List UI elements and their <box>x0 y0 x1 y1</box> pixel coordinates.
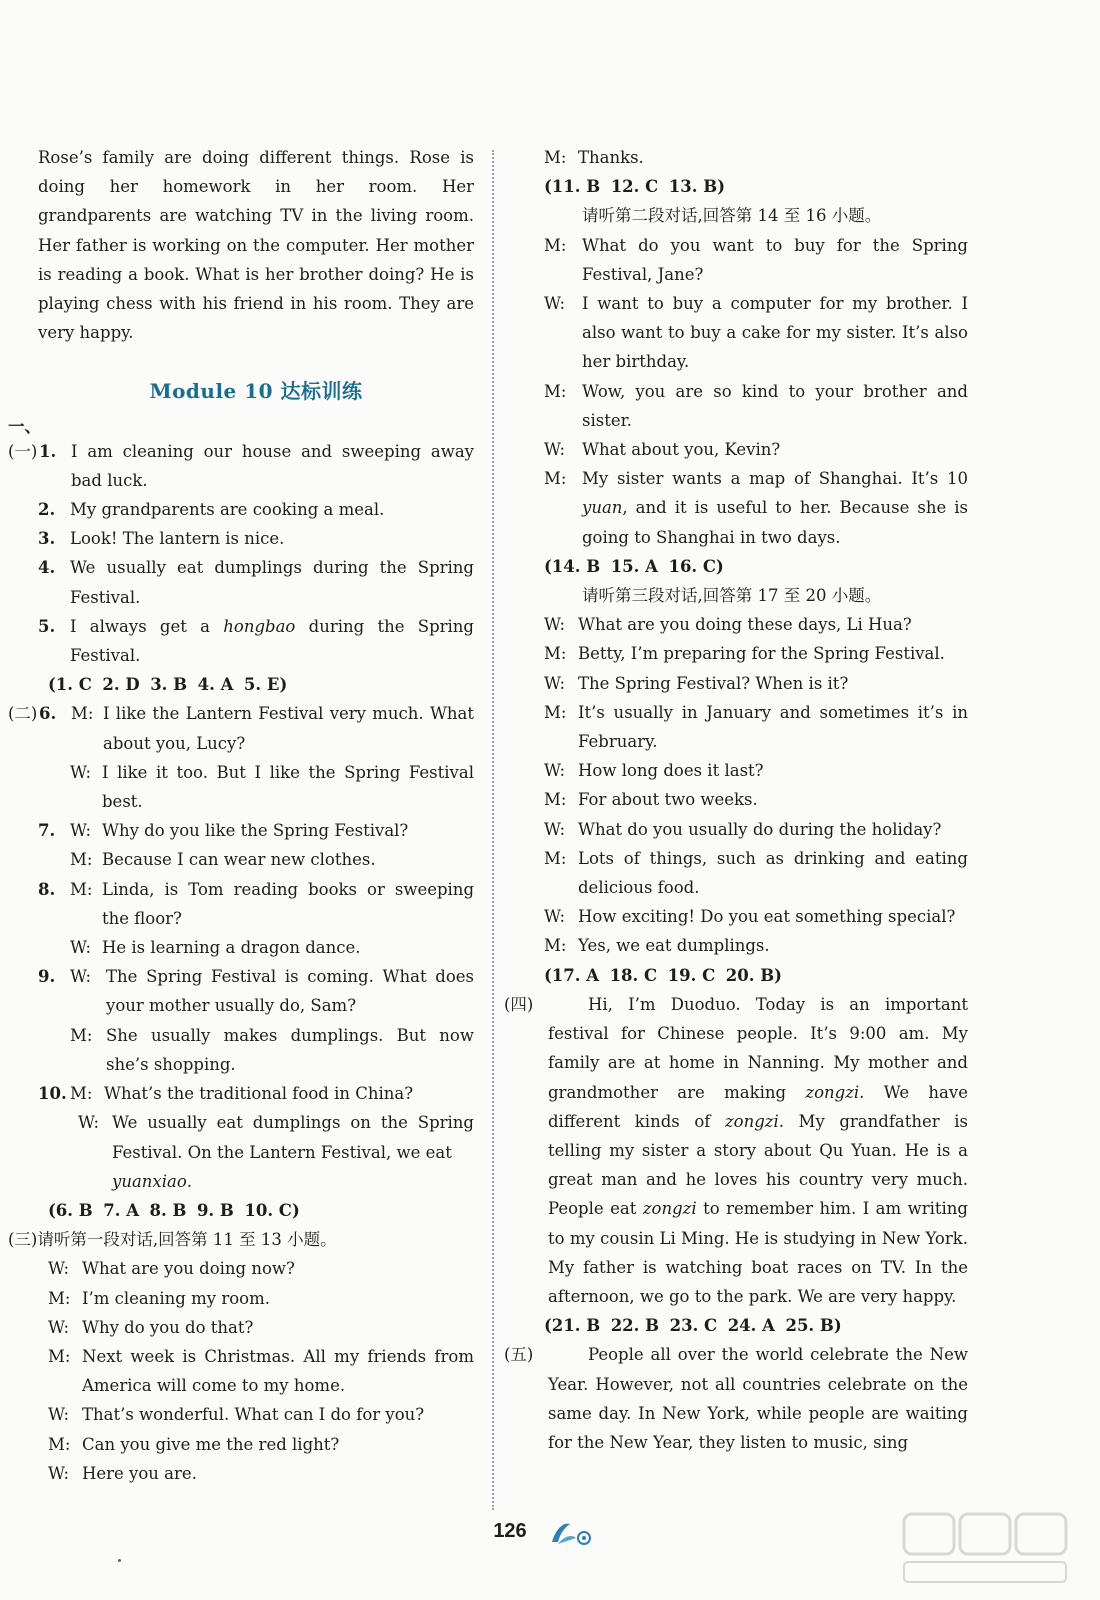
speaker: W: <box>48 1317 70 1337</box>
speaker: W: <box>48 1259 70 1279</box>
speaker: W: <box>544 819 566 839</box>
dialogue-line: How exciting! Do you eat something special? <box>578 907 956 927</box>
p3-line-6 <box>38 1430 474 1459</box>
speaker: M: <box>544 235 567 255</box>
dialogue-line: We usually eat dumplings on the Spring Festival. On the Lantern Festival, we eat yuanxiao. <box>112 1113 474 1191</box>
dialogue-line: The Spring Festival is coming. What does your mother usually do, Sam? <box>106 967 474 1016</box>
dialogue-line: What are you doing these days, Li Hua? <box>578 615 912 635</box>
dialogue-line: What about you, Kevin? <box>582 440 781 460</box>
dialogue-line: That’s wonderful. What can I do for you? <box>82 1405 425 1425</box>
d2-line-1 <box>544 231 968 289</box>
d3-line-7 <box>544 815 968 844</box>
speaker: W: <box>70 762 92 782</box>
dialogue-line: I like it too. But I like the Spring Festival best. <box>102 762 474 812</box>
speaker: M: <box>70 850 93 870</box>
p2-q7-w <box>38 816 474 845</box>
speaker: W: <box>544 294 566 314</box>
section-one-label: 一、 <box>8 416 41 436</box>
dialogue-line: I like the Lantern Festival very much. What about you, Lucy? <box>103 704 474 753</box>
part-five <box>504 1340 968 1457</box>
dialogue-line: What’s the traditional food in China? <box>104 1084 414 1104</box>
dialogue-line: I’m cleaning my room. <box>82 1288 270 1308</box>
question-number: 2. <box>38 500 56 520</box>
dialogue-line: Can you give me the red light? <box>82 1434 340 1454</box>
p2-q6-w <box>38 758 474 816</box>
question-number: 10. <box>38 1084 67 1104</box>
part-four <box>504 990 968 1311</box>
d3-line-5 <box>544 756 968 785</box>
p1-item-3 <box>38 524 474 553</box>
part-four-passage: Hi, I’m Duoduo. Today is an important festival for Chinese people. It’s 9:00 am. My family are at home in Nanning. My mother and grandmother are making zongzi. We have different kinds of zongzi. My grandfather is telling my sister a story about Qu Yuan. He is a great man and he loves his country very much. People eat zongzi to remember him. I am writing to my cousin Li Ming. He is studying in New York. My father is watching boat races on TV. In the afternoon, we go to the park. We are very happy. <box>548 994 968 1306</box>
speaker: W: <box>544 907 566 927</box>
dialogue-line: How long does it last? <box>578 761 764 781</box>
speaker: M: <box>70 1084 93 1104</box>
speaker: M: <box>48 1346 71 1366</box>
speaker: M: <box>71 704 94 724</box>
part-three-label: (三) <box>8 1230 38 1250</box>
speaker: W: <box>78 1113 100 1133</box>
dialogue-line: What do you want to buy for the Spring Festival, Jane? <box>582 235 968 284</box>
dialogue-line: Because I can wear new clothes. <box>102 850 376 870</box>
d3-line-9 <box>544 902 968 931</box>
dialogue-line: What are you doing now? <box>82 1259 295 1279</box>
speaker: M: <box>544 790 567 810</box>
watermark-logo-icon <box>900 1508 1070 1588</box>
answers-14-16: (14. B 15. A 16. C) <box>544 556 724 576</box>
d3-line-1 <box>544 610 968 639</box>
speaker: W: <box>544 440 566 460</box>
answers-11-13: (11. B 12. C 13. B) <box>544 177 725 197</box>
d2-line-5 <box>544 464 968 552</box>
speaker: M: <box>544 469 567 489</box>
part-five-passage: People all over the world celebrate the New Year. However, not all countries celebrate on the same day. In New York, while people are waiting for the New Year, they listen to music, sing <box>548 1345 968 1452</box>
p1-item-5 <box>38 612 474 670</box>
speaker: W: <box>48 1405 70 1425</box>
part-one-label: (一) <box>8 441 38 461</box>
question-text: My grandparents are cooking a meal. <box>70 500 385 520</box>
speaker: M: <box>70 1025 93 1045</box>
p2-q7-m <box>38 845 474 874</box>
dialogue-line: Next week is Christmas. All my friends from America will come to my home. <box>82 1346 474 1396</box>
dialogue-line: Here you are. <box>82 1463 197 1483</box>
question-text: We usually eat dumplings during the Spring Festival. <box>70 558 474 607</box>
p3-line-5 <box>38 1400 474 1429</box>
dialogue-line: The Spring Festival? When is it? <box>578 673 849 693</box>
dialogue-line: Why do you like the Spring Festival? <box>102 821 409 841</box>
speaker: W: <box>48 1463 70 1483</box>
question-number: 8. <box>38 879 56 899</box>
dialogue-line: Betty, I’m preparing for the Spring Festival. <box>578 644 945 664</box>
p3-line-3 <box>38 1313 474 1342</box>
p3-line-1 <box>38 1254 474 1283</box>
d3-line-6 <box>544 785 968 814</box>
p2-q8-w <box>38 933 474 962</box>
question-number: 9. <box>38 967 56 987</box>
answers-17-20: (17. A 18. C 19. C 20. B) <box>544 965 782 985</box>
speaker: M: <box>544 644 567 664</box>
p2-q9-w <box>38 962 474 1020</box>
module-title: Module 10 达标训练 <box>149 379 363 404</box>
dialogue-three-title: 请听第三段对话,回答第 17 至 20 小题。 <box>582 586 882 606</box>
part-three-title: 请听第一段对话,回答第 11 至 13 小题。 <box>37 1230 337 1250</box>
dialogue-line: He is learning a dragon dance. <box>102 938 361 958</box>
dialogue-line: Thanks. <box>578 148 644 167</box>
d3-line-8 <box>544 844 968 902</box>
speaker: W: <box>544 761 566 781</box>
p2-q6-m <box>8 699 474 757</box>
d2-line-3 <box>544 377 968 435</box>
speaker: M: <box>48 1434 71 1454</box>
right-column <box>504 143 968 1457</box>
column-divider <box>492 150 494 1510</box>
question-number: 3. <box>38 529 56 549</box>
dialogue-line: Lots of things, such as drinking and eating delicious food. <box>578 848 968 898</box>
speaker: M: <box>70 879 93 899</box>
p1-item-4 <box>38 553 474 611</box>
intro-paragraph: Rose’s family are doing different things. Rose is doing her homework in her room. Her grandparents are watching TV in the living room. Her father is working on the computer. Her mother is reading a book. What is her brother doing? He is playing chess with his friend in his room. They are very happy. <box>38 148 474 343</box>
speaker: M: <box>544 702 567 722</box>
speaker: W: <box>544 615 566 635</box>
decorative-dot <box>118 1559 121 1562</box>
answers-part-two: (6. B 7. A 8. B 9. B 10. C) <box>48 1200 300 1220</box>
dialogue-line: Linda, is Tom reading books or sweeping the floor? <box>102 879 474 928</box>
speaker: W: <box>70 821 92 841</box>
d3-line-4 <box>544 698 968 756</box>
question-number: 4. <box>38 558 56 578</box>
publisher-leaf-icon <box>548 1518 592 1548</box>
d2-line-4 <box>544 435 968 464</box>
speaker: W: <box>70 938 92 958</box>
answers-part-one: (1. C 2. D 3. B 4. A 5. E) <box>48 675 288 695</box>
question-number: 6. <box>39 704 57 724</box>
speaker: M: <box>544 148 567 167</box>
part-four-label: (四) <box>504 994 534 1014</box>
p2-q8-m <box>38 875 474 933</box>
dialogue-line: Yes, we eat dumplings. <box>578 936 770 956</box>
p3-line-4 <box>38 1342 474 1400</box>
speaker: W: <box>544 673 566 693</box>
dialogue-line: Why do you do that? <box>82 1317 254 1337</box>
p2-q10-w <box>38 1108 474 1196</box>
dialogue-line: For about two weeks. <box>578 790 758 810</box>
part-five-label: (五) <box>504 1345 534 1365</box>
question-text: I always get a hongbao during the Spring Festival. <box>70 616 474 666</box>
r-thanks <box>544 143 968 172</box>
dialogue-line: Wow, you are so kind to your brother and sister. <box>582 381 968 430</box>
d3-line-10 <box>544 931 968 960</box>
left-column <box>8 143 474 1488</box>
d3-line-2 <box>544 639 968 668</box>
dialogue-line: What do you usually do during the holiday? <box>578 819 942 839</box>
p3-line-2 <box>38 1284 474 1313</box>
p3-line-7 <box>38 1459 474 1488</box>
question-text: Look! The lantern is nice. <box>70 529 285 549</box>
question-number: 1. <box>39 441 57 461</box>
speaker: M: <box>544 381 567 401</box>
dialogue-line: My sister wants a map of Shanghai. It’s 10 yuan, and it is useful to her. Because she is going to Shanghai in two days. <box>582 469 968 547</box>
dialogue-line: It’s usually in January and sometimes it’s in February. <box>578 702 968 752</box>
question-text: I am cleaning our house and sweeping away bad luck. <box>71 441 474 490</box>
p1-item-1 <box>8 437 474 495</box>
p2-q10-m <box>38 1079 474 1108</box>
speaker: M: <box>544 936 567 956</box>
question-number: 5. <box>38 616 56 636</box>
question-number: 7. <box>38 821 56 841</box>
p2-q9-m <box>38 1021 474 1079</box>
speaker: M: <box>48 1288 71 1308</box>
p1-item-2 <box>38 495 474 524</box>
dialogue-line: I want to buy a computer for my brother. I also want to buy a cake for my sister. It’s also her birthday. <box>582 294 968 372</box>
speaker: W: <box>70 967 92 987</box>
answers-21-25: (21. B 22. B 23. C 24. A 25. B) <box>544 1316 842 1336</box>
d3-line-3 <box>544 669 968 698</box>
part-three-heading <box>8 1225 474 1254</box>
speaker: M: <box>544 848 567 868</box>
part-two-label: (二) <box>8 704 38 724</box>
page-number: 126 <box>493 1520 527 1542</box>
dialogue-line: She usually makes dumplings. But now she’s shopping. <box>106 1025 474 1074</box>
d2-line-2 <box>544 289 968 377</box>
dialogue-two-title: 请听第二段对话,回答第 14 至 16 小题。 <box>582 206 882 226</box>
